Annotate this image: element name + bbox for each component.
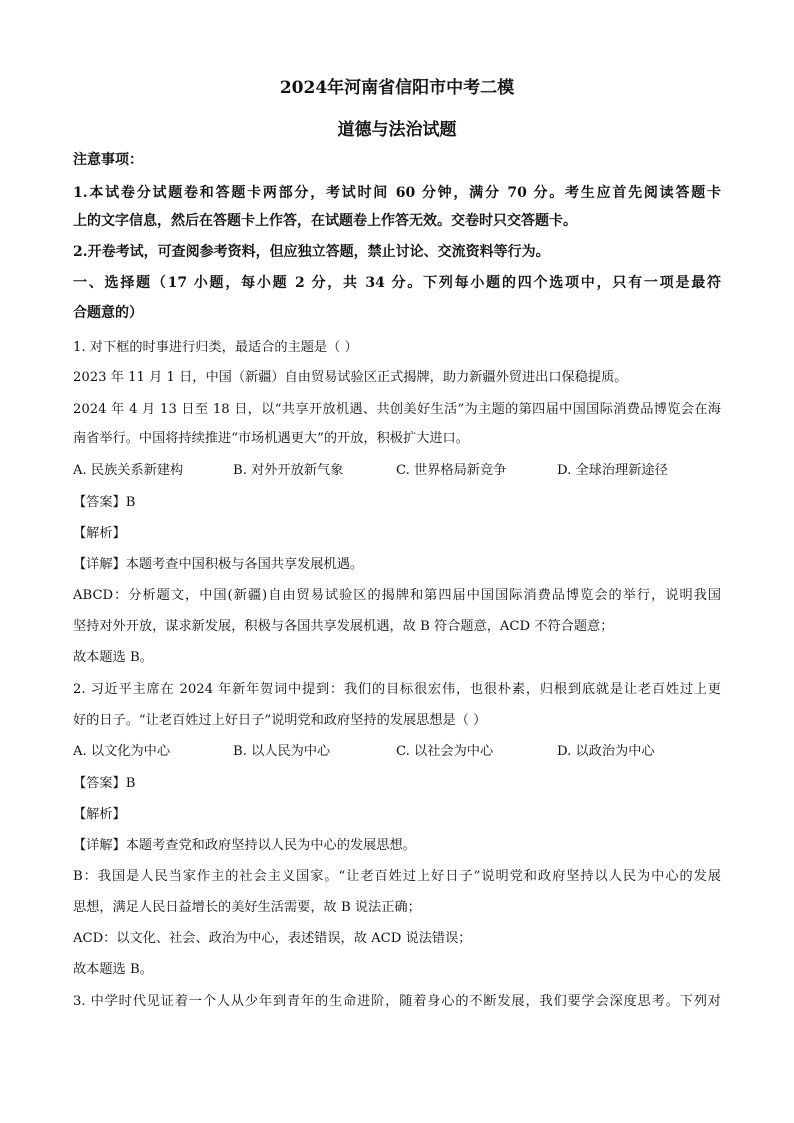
q1-option-c: C. 世界格局新竞争	[396, 463, 507, 478]
q1-analysis-label: 【解析】	[73, 526, 126, 541]
q2-detail: 【详解】本题考查党和政府坚持以人民为中心的发展思想。	[73, 838, 416, 853]
q1-explanation-line-1: ABCD：分析题文，中国(新疆)自由贸易试验区的揭牌和第四届中国国际消费品博览会的举行，说明我国	[73, 588, 721, 603]
notice-item-1-line-2: 上的文字信息，然后在答题卡上作答，在试题卷上作答无效。交卷时只交答题卡。	[73, 213, 577, 229]
q2-option-a: A. 以文化为中心	[73, 744, 171, 759]
q1-conclusion: 故本题选 B。	[73, 650, 153, 665]
notice-item-2: 2.开卷考试，可查阅参考资料，但应独立答题，禁止讨论、交流资料等行为。	[73, 244, 550, 260]
q1-detail: 【详解】本题考查中国积极与各国共享发展机遇。	[73, 557, 364, 572]
q2-explanation-line-1: B：我国是人民当家作主的社会主义国家。“让老百姓过上好日子”说明党和政府坚持以人民为中心的发展	[73, 869, 721, 884]
q3-stem-line-1: 3. 中学时代见证着一个人从少年到青年的生命进阶，随着身心的不断发展，我们要学会深度思考。下列对	[73, 994, 721, 1009]
q2-analysis-label: 【解析】	[73, 807, 126, 822]
notice-heading: 注意事项：	[73, 152, 143, 168]
q2-stem-line-1: 2. 习近平主席在 2024 年新年贺词中提到：我们的目标很宏伟，也很朴素，归根到底就是让老百姓过上更	[73, 682, 721, 697]
section-heading-line-2: 合题意的）	[73, 305, 143, 321]
notice-item-1-line-1: 1.本试卷分试题卷和答题卡两部分，考试时间 60 分钟，满分 70 分。考生应首先阅读答题卡	[73, 185, 721, 201]
q2-explanation-line-2: 思想，满足人民日益增长的美好生活需要，故 B 说法正确；	[73, 900, 421, 915]
q1-option-d: D. 全球治理新途径	[557, 463, 668, 478]
q2-stem-line-2: 好的日子。“让老百姓过上好日子”说明党和政府坚持的发展思想是（ ）	[73, 713, 487, 728]
q1-option-a: A. 民族关系新建构	[73, 463, 184, 478]
q2-conclusion: 故本题选 B。	[73, 962, 153, 977]
q1-material-2-line-1: 2024 年 4 月 13 日至 18 日，以“共享开放机遇、共创美好生活”为主题的第四届中国国际消费品博览会在海	[73, 402, 721, 417]
q1-answer: 【答案】B	[73, 495, 136, 510]
q2-option-d: D. 以政治为中心	[557, 744, 655, 759]
q1-stem: 1. 对下框的时事进行归类，最适合的主题是（ ）	[73, 340, 358, 355]
q2-answer: 【答案】B	[73, 776, 136, 791]
exam-subject: 道德与法治试题	[337, 120, 457, 140]
q1-option-b: B. 对外开放新气象	[233, 463, 344, 478]
section-heading-line-1: 一、选择题（17 小题，每小题 2 分，共 34 分。下列每小题的四个选项中，只有一项是最符	[73, 275, 721, 291]
q1-explanation-line-2: 坚持对外开放，谋求新发展，积极与各国共享发展机遇，故 B 符合题意，ACD 不符合题意；	[73, 619, 614, 634]
q1-material-2-line-2: 南省举行。中国将持续推进“市场机遇更大”的开放，积极扩大进口。	[73, 431, 469, 446]
q2-option-b: B. 以人民为中心	[233, 744, 331, 759]
q1-material-1: 2023 年 11 月 1 日，中国（新疆）自由贸易试验区正式揭牌，助力新疆外贸进出口保稳提质。	[73, 370, 628, 385]
q2-explanation-line-3: ACD：以文化、社会、政治为中心，表述错误，故 ACD 说法错误；	[73, 931, 472, 946]
exam-title: 2024年河南省信阳市中考二模	[279, 78, 515, 98]
q2-option-c: C. 以社会为中心	[396, 744, 494, 759]
